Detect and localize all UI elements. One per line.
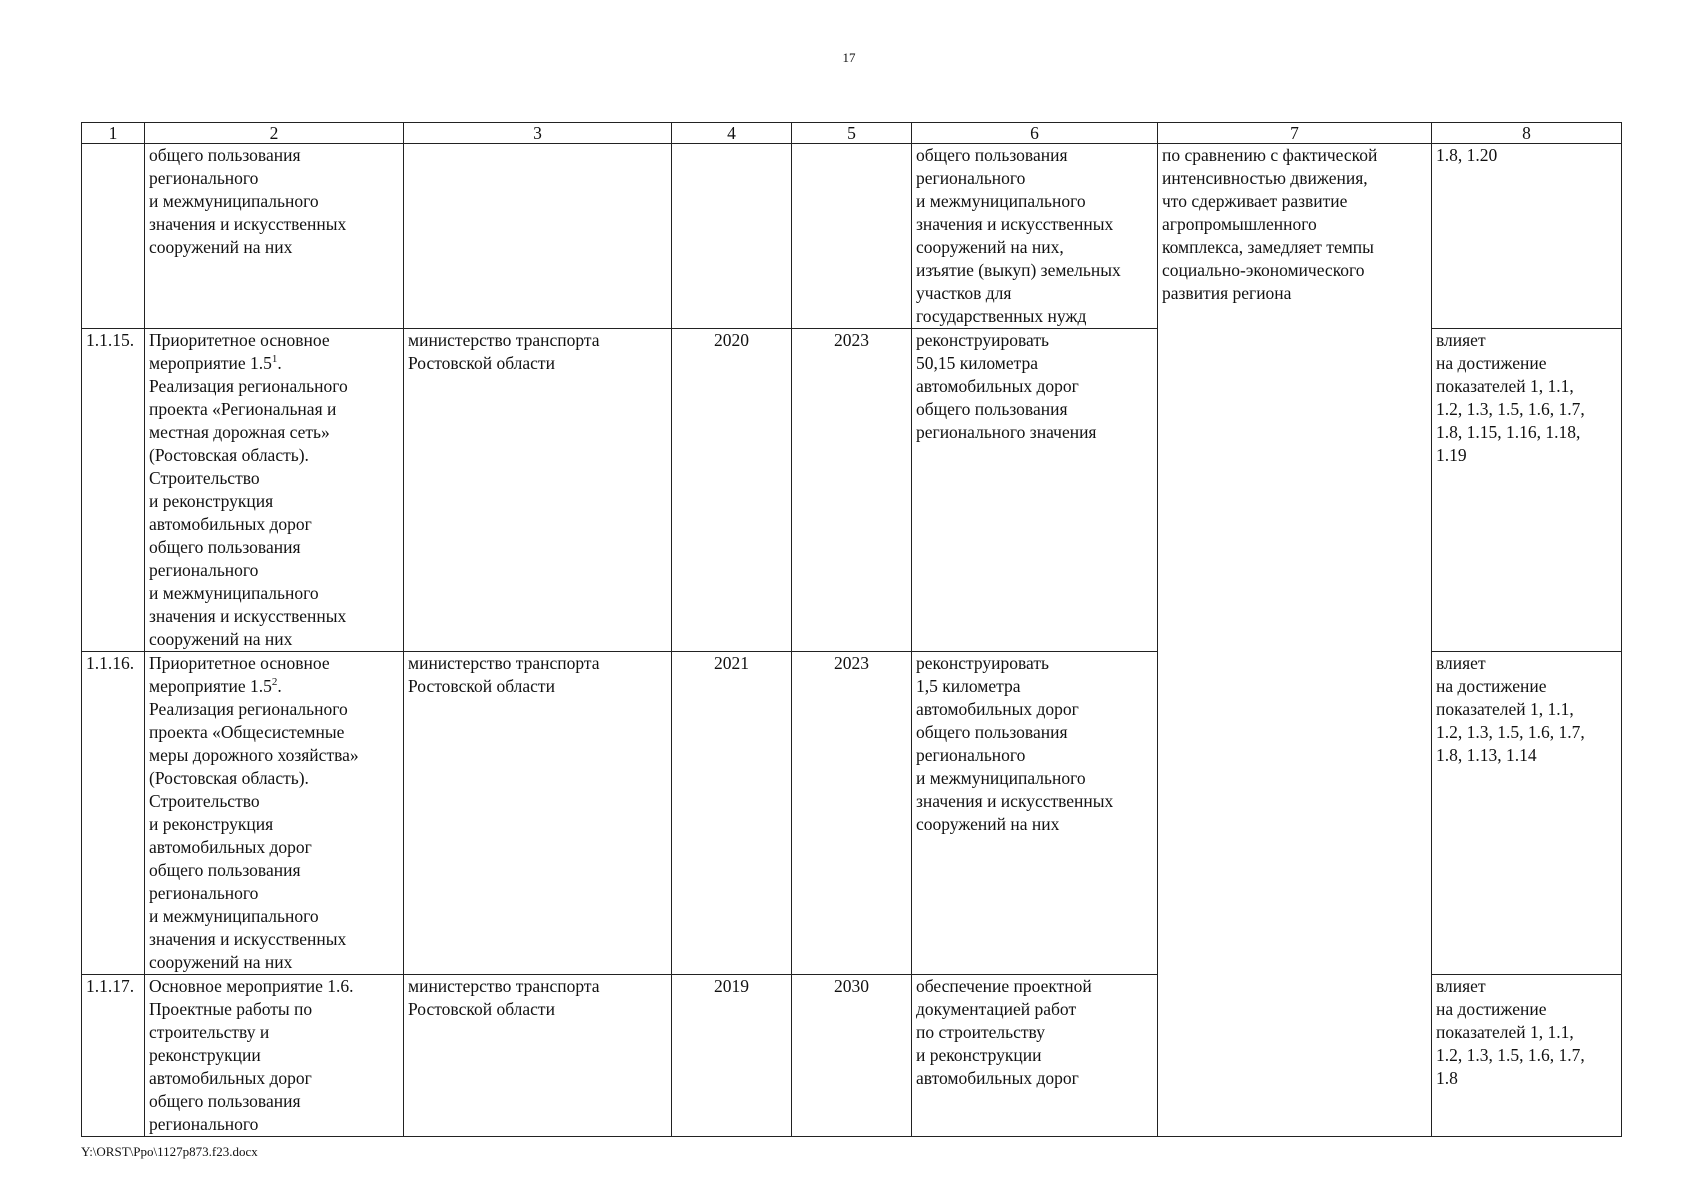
start-year-cell: 2020	[672, 329, 792, 652]
measure-name-cell: Основное мероприятие 1.6. Проектные работы по строительству и реконструкции автомобильных дорог общего пользования регионального	[145, 975, 404, 1137]
measure-name-cell: Приоритетное основное мероприятие $1.5^2$. Реализация регионального проекта «Общесистемные меры дорожного хозяйства» (Ростовская область). Строительство и реконструкция автомобильных дорог общего пользования регионального и межмуниципального значения и искусственных сооружений на них	[145, 652, 404, 975]
end-year-cell	[792, 144, 912, 329]
start-year-cell	[672, 144, 792, 329]
page-number: 17	[842, 50, 856, 65]
header-row	[82, 123, 1622, 144]
executor-cell: министерство транспорта Ростовской области	[404, 329, 672, 652]
header-col-1: 1	[82, 123, 145, 144]
header-col-2: 2	[145, 123, 404, 144]
executor-cell: министерство транспорта Ростовской области	[404, 652, 672, 975]
row-number-cell	[82, 144, 145, 329]
header-col-5: 5	[792, 123, 912, 144]
expected-result-cell: обеспечение проектной документацией работ по строительству и реконструкции автомобильных дорог	[912, 975, 1158, 1137]
header-col-7: 7	[1158, 123, 1432, 144]
executor-cell: министерство транспорта Ростовской области	[404, 975, 672, 1137]
executor-cell	[404, 144, 672, 329]
expected-result-cell: общего пользования регионального и межмуниципального значения и искусственных сооружений на них, изъятие (выкуп) земельных участков для государственных нужд	[912, 144, 1158, 329]
indicators-cell: 1.8, 1.20	[1432, 144, 1622, 329]
end-year-cell: 2023	[792, 652, 912, 975]
row-number-cell: 1.1.15.	[82, 329, 145, 652]
consequences-cell: по сравнению с фактической интенсивностью движения, что сдерживает развитие агропромышленного комплекса, замедляет темпы социально-экономического развития региона	[1158, 144, 1432, 1137]
footnote-marker: 2	[271, 676, 278, 689]
measures-table	[81, 122, 1622, 1137]
footnote-marker: 1	[271, 353, 278, 366]
indicators-cell: влияет на достижение показателей 1, 1.1, 1.2, 1.3, 1.5, 1.6, 1.7, 1.8, 1.15, 1.16, 1.18, 1.19	[1432, 329, 1622, 652]
header-col-6: 6	[912, 123, 1158, 144]
header-col-4: 4	[672, 123, 792, 144]
row-number-cell: 1.1.17.	[82, 975, 145, 1137]
row-number-cell: 1.1.16.	[82, 652, 145, 975]
table-row	[82, 144, 1622, 329]
indicators-cell: влияет на достижение показателей 1, 1.1, 1.2, 1.3, 1.5, 1.6, 1.7, 1.8, 1.13, 1.14	[1432, 652, 1622, 975]
measure-name-cell: общего пользования регионального и межмуниципального значения и искусственных сооружений на них	[145, 144, 404, 329]
expected-result-cell: реконструировать 1,5 километра автомобильных дорог общего пользования регионального и межмуниципального значения и искусственных сооружений на них	[912, 652, 1158, 975]
header-col-8: 8	[1432, 123, 1622, 144]
indicators-cell: влияет на достижение показателей 1, 1.1, 1.2, 1.3, 1.5, 1.6, 1.7, 1.8	[1432, 975, 1622, 1137]
start-year-cell: 2021	[672, 652, 792, 975]
end-year-cell: 2023	[792, 329, 912, 652]
header-col-3: 3	[404, 123, 672, 144]
start-year-cell: 2019	[672, 975, 792, 1137]
end-year-cell: 2030	[792, 975, 912, 1137]
file-path-footer: Y:\ORST\Ppo\1127p873.f23.docx	[81, 1144, 258, 1159]
measure-name-cell: Приоритетное основное мероприятие $1.5^1$. Реализация регионального проекта «Региональная и местная дорожная сеть» (Ростовская область). Строительство и реконструкция автомобильных дорог общего пользования регионального и межмуниципального значения и искусственных сооружений на них	[145, 329, 404, 652]
expected-result-cell: реконструировать 50,15 километра автомобильных дорог общего пользования регионального значения	[912, 329, 1158, 652]
